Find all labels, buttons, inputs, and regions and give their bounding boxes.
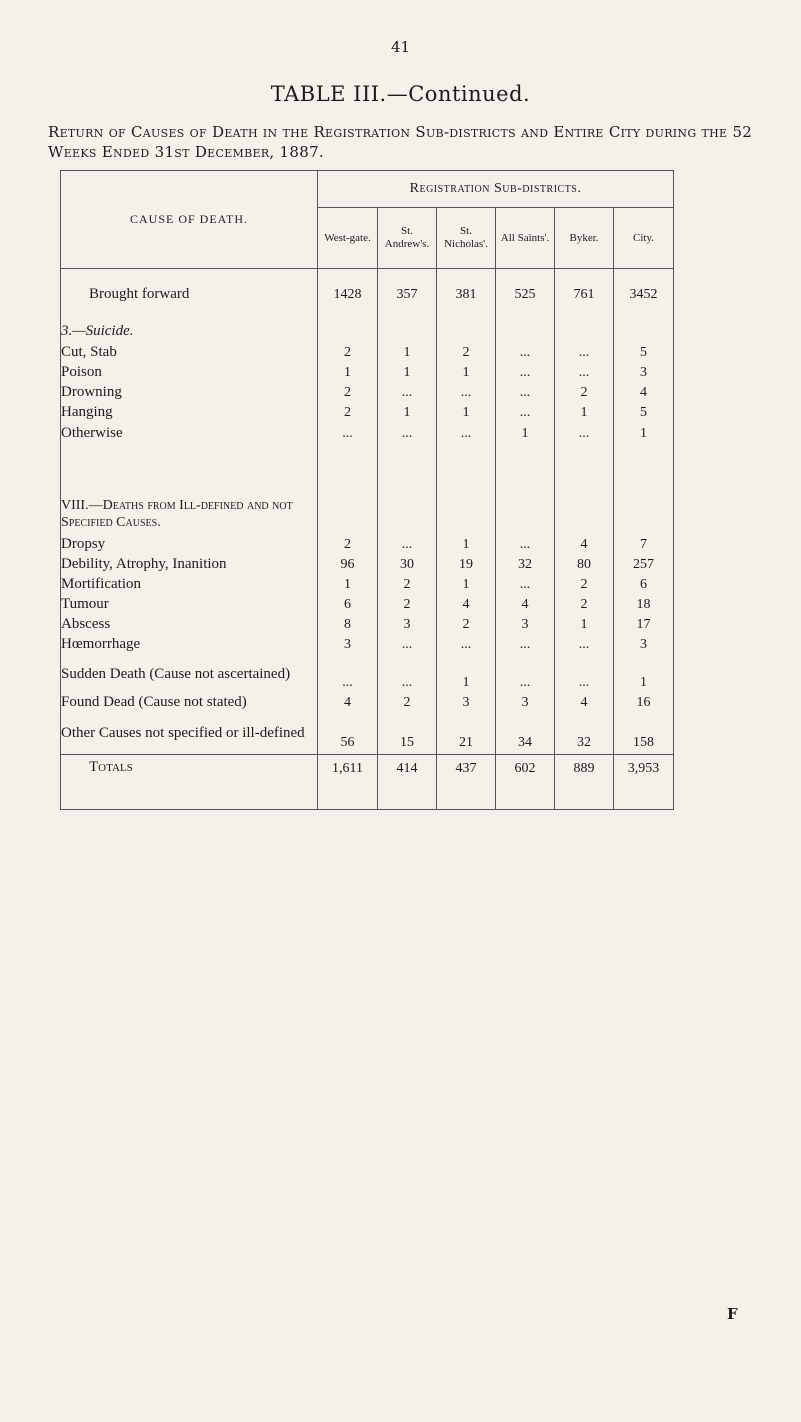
table-row xyxy=(61,615,674,635)
row-label: Poison xyxy=(61,364,102,380)
cell: 4 xyxy=(614,383,674,403)
section-heading: 3.—Suicide. xyxy=(61,323,134,339)
cell: 56 xyxy=(318,713,378,755)
row-label: Found Dead (Cause not stated) xyxy=(61,694,247,710)
cell: 3 xyxy=(496,693,555,713)
table-subtitle: Return of Causes of Death in the Registration Sub-districts and Entire City during the 52 Weeks Ended 31st December, 1887. xyxy=(48,123,753,161)
row-label: Other Causes not specified or ill-defined xyxy=(61,725,305,742)
cell: 3 xyxy=(437,693,496,713)
cell: ... xyxy=(318,655,378,693)
cell: ... xyxy=(496,575,555,595)
cell: 3 xyxy=(496,615,555,635)
cell: 2 xyxy=(318,383,378,403)
cell: 1 xyxy=(378,363,437,383)
table-row xyxy=(61,403,674,423)
row-label: Brought forward xyxy=(89,286,190,303)
cell: 381 xyxy=(437,269,496,321)
cell: 6 xyxy=(318,595,378,615)
page-number: 41 xyxy=(390,38,411,56)
cell: ... xyxy=(437,423,496,445)
cell: 1 xyxy=(437,575,496,595)
cell: ... xyxy=(378,383,437,403)
cell: 1 xyxy=(614,423,674,445)
cell: 1 xyxy=(555,615,614,635)
cell: 3 xyxy=(318,635,378,655)
column-header-byker: Byker. xyxy=(555,208,614,269)
table-row xyxy=(61,555,674,575)
cell: 1428 xyxy=(318,269,378,321)
cell: 2 xyxy=(378,595,437,615)
cell: ... xyxy=(437,383,496,403)
table-row xyxy=(61,693,674,713)
section-heading-row xyxy=(61,321,674,343)
cell: 5 xyxy=(614,403,674,423)
table-row xyxy=(61,655,674,693)
table-title: TABLE III.—Continued. xyxy=(270,82,531,106)
cell: 32 xyxy=(496,555,555,575)
cell: 3 xyxy=(378,615,437,635)
cell: 1 xyxy=(378,403,437,423)
cell: 6 xyxy=(614,575,674,595)
table-row xyxy=(61,383,674,403)
table-row xyxy=(61,423,674,445)
row-label: Otherwise xyxy=(61,425,123,441)
cell: 357 xyxy=(378,269,437,321)
table-row xyxy=(61,635,674,655)
mortality-table xyxy=(60,170,674,810)
cell: ... xyxy=(496,655,555,693)
cell: 2 xyxy=(318,343,378,363)
row-label: Mortification xyxy=(61,576,141,592)
row-label: Abscess xyxy=(61,616,111,632)
cell: 4 xyxy=(555,535,614,555)
row-label: Hœmorrhage xyxy=(61,636,141,652)
table-row xyxy=(61,575,674,595)
cell: 1 xyxy=(437,363,496,383)
table-row xyxy=(61,343,674,363)
column-header-st-nicholas: St. Nicholas'. xyxy=(437,208,496,269)
cell: 1 xyxy=(437,403,496,423)
cell: 1 xyxy=(318,575,378,595)
cell: 3 xyxy=(614,635,674,655)
cell: ... xyxy=(496,363,555,383)
cell: 3 xyxy=(614,363,674,383)
cell: 15 xyxy=(378,713,437,755)
cell: 1 xyxy=(318,363,378,383)
cell: 1 xyxy=(378,343,437,363)
section-heading: VIII.—Deaths from Ill-defined and not Specified Causes. xyxy=(61,497,293,530)
cell: 7 xyxy=(614,535,674,555)
cell: 80 xyxy=(555,555,614,575)
cell: ... xyxy=(555,363,614,383)
cell: 2 xyxy=(555,595,614,615)
cell: 4 xyxy=(437,595,496,615)
cell: ... xyxy=(378,423,437,445)
signature-mark: F xyxy=(727,1305,738,1323)
cell: 2 xyxy=(318,403,378,423)
row-label: Cut, Stab xyxy=(61,344,117,360)
cell: 2 xyxy=(437,343,496,363)
cell: 525 xyxy=(496,269,555,321)
cell: ... xyxy=(496,535,555,555)
cell: ... xyxy=(378,535,437,555)
total-cell: 1,611 xyxy=(318,755,378,810)
total-cell: 602 xyxy=(496,755,555,810)
total-cell: 437 xyxy=(437,755,496,810)
cell: 2 xyxy=(555,383,614,403)
cause-column-header: CAUSE OF DEATH. xyxy=(61,171,318,269)
cell: ... xyxy=(378,655,437,693)
cell: 18 xyxy=(614,595,674,615)
cell: ... xyxy=(496,383,555,403)
row-label: Sudden Death (Cause not ascertained) xyxy=(61,665,291,682)
total-cell: 889 xyxy=(555,755,614,810)
cell: 19 xyxy=(437,555,496,575)
totals-label: Totals xyxy=(61,755,318,810)
cell: 32 xyxy=(555,713,614,755)
total-cell: 3,953 xyxy=(614,755,674,810)
cell: 17 xyxy=(614,615,674,635)
row-label: Tumour xyxy=(61,596,109,612)
cell: ... xyxy=(496,403,555,423)
cell: ... xyxy=(555,655,614,693)
cell: 2 xyxy=(555,575,614,595)
cell: 1 xyxy=(437,655,496,693)
column-header-st-andrews: St. Andrew's. xyxy=(378,208,437,269)
cell: 16 xyxy=(614,693,674,713)
cell: 2 xyxy=(378,693,437,713)
table-row xyxy=(61,713,674,755)
cell: 2 xyxy=(378,575,437,595)
cell: 21 xyxy=(437,713,496,755)
cell: 5 xyxy=(614,343,674,363)
cell: ... xyxy=(555,343,614,363)
table-row xyxy=(61,269,674,321)
cell: 8 xyxy=(318,615,378,635)
table-row xyxy=(61,363,674,383)
table-row xyxy=(61,535,674,555)
total-cell: 414 xyxy=(378,755,437,810)
cell: 257 xyxy=(614,555,674,575)
section-heading-row xyxy=(61,445,674,535)
cell: 3452 xyxy=(614,269,674,321)
column-header-all-saints: All Saints'. xyxy=(496,208,555,269)
row-label: Drowning xyxy=(61,384,122,400)
cell: ... xyxy=(496,635,555,655)
cell: 1 xyxy=(437,535,496,555)
row-label: Hanging xyxy=(61,404,113,420)
cell: 1 xyxy=(614,655,674,693)
cell: 2 xyxy=(318,535,378,555)
cell: 4 xyxy=(496,595,555,615)
subdistricts-group-header: Registration Sub-districts. xyxy=(318,171,674,208)
cell: ... xyxy=(437,635,496,655)
cell: 761 xyxy=(555,269,614,321)
row-label: Debility, Atrophy, Inanition xyxy=(61,556,227,572)
table-row xyxy=(61,595,674,615)
cell: 30 xyxy=(378,555,437,575)
cell: ... xyxy=(496,343,555,363)
cell: 4 xyxy=(555,693,614,713)
cell: ... xyxy=(555,423,614,445)
row-label: Dropsy xyxy=(61,536,106,552)
cell: ... xyxy=(555,635,614,655)
cell: 96 xyxy=(318,555,378,575)
cell: 1 xyxy=(555,403,614,423)
cell: ... xyxy=(378,635,437,655)
cell: 34 xyxy=(496,713,555,755)
cell: 4 xyxy=(318,693,378,713)
cell: 1 xyxy=(496,423,555,445)
totals-row xyxy=(61,755,674,810)
cell: 158 xyxy=(614,713,674,755)
cell: ... xyxy=(318,423,378,445)
cell: 2 xyxy=(437,615,496,635)
column-header-westgate: West-gate. xyxy=(318,208,378,269)
column-header-city: City. xyxy=(614,208,674,269)
